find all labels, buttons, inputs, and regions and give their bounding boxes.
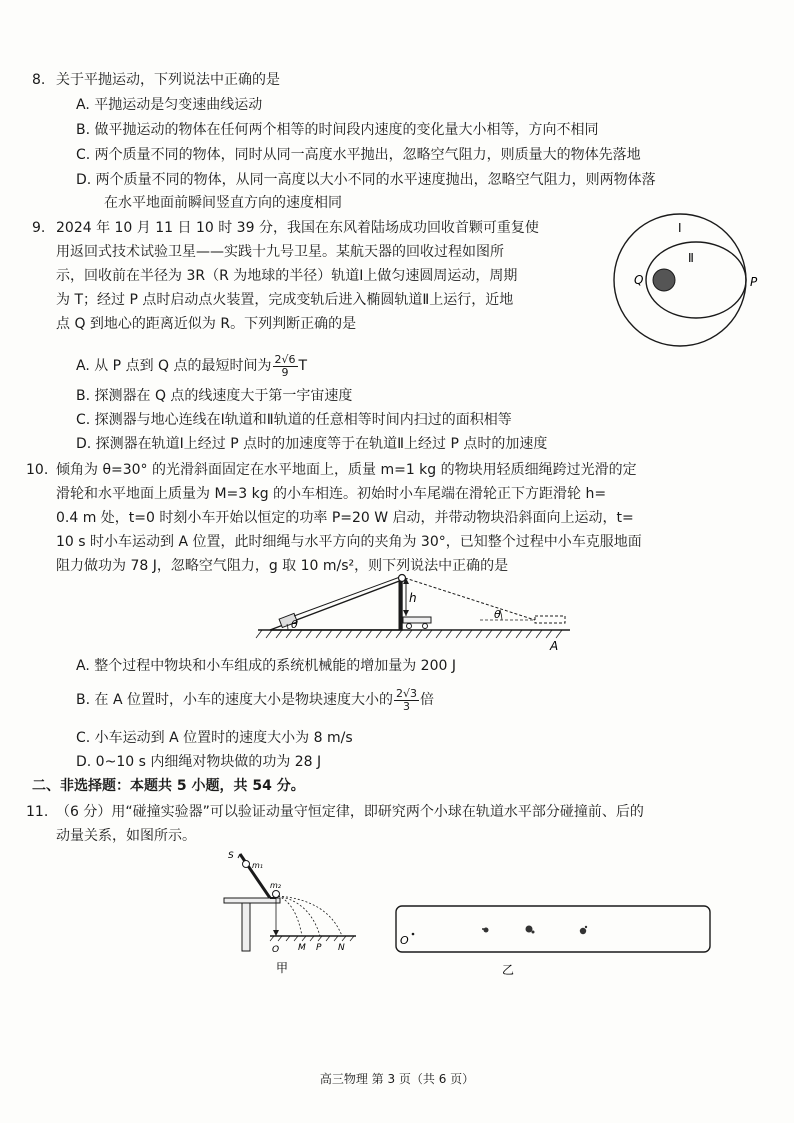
q11-stem-line-2: 动量关系，如图所示。 xyxy=(56,828,196,844)
point-q-label: Q xyxy=(634,273,644,287)
caption-jia: 甲 xyxy=(276,961,289,975)
cart-final-dashed xyxy=(535,616,565,623)
label-n: N xyxy=(338,943,345,953)
rope-incline xyxy=(294,577,400,616)
label-m1: m₁ xyxy=(252,861,263,870)
point-a-label: A xyxy=(550,639,559,653)
pulley-icon xyxy=(399,575,406,582)
label-m2: m₂ xyxy=(270,881,281,890)
q10-option-c: C. 小车运动到 A 位置时的速度大小为 8 m/s xyxy=(76,730,353,746)
q9-option-c: C. 探测器与地心连线在Ⅰ轨道和Ⅱ轨道的任意相等时间内扫过的面积相等 xyxy=(76,412,512,428)
q9-stem-line-3: 示，回收前在半径为 3R（R 为地球的半径）轨道Ⅰ上做匀速圆周运动，周期 xyxy=(56,268,518,284)
q10-stem-line-3: 0.4 m 处，t=0 时刻小车开始以恒定的功率 P=20 W 启动，并带动物块沿斜面向上运动，t= xyxy=(56,510,634,526)
q9-stem-line-4: 为 T；经过 P 点时启动点火装置，完成变轨后进入椭圆轨道Ⅱ上运行，近地 xyxy=(56,292,514,308)
q10-number: 10. xyxy=(26,462,49,478)
record-paper-frame xyxy=(396,906,710,952)
q9-stem-line-1: 2024 年 10 月 11 日 10 时 39 分，我国在东风着陆场成功回收首颗可重复使 xyxy=(56,220,539,236)
landing-record-diagram xyxy=(390,900,720,980)
q11-stem-line-1: （6 分）用“碰撞实验器”可以验证动量守恒定律，即研究两个小球在轨道水平部分碰撞前、后的 xyxy=(56,804,644,820)
earth-icon xyxy=(653,269,675,291)
q9-option-b: B. 探测器在 Q 点的线速度大于第一宇宙速度 xyxy=(76,388,353,404)
q10-stem-line-2: 滑轮和水平地面上质量为 M=3 kg 的小车相连。初始时小车尾端在滑轮正下方距滑轮 h= xyxy=(56,486,607,502)
caption-yi: 乙 xyxy=(502,963,515,977)
rope-final-dashed xyxy=(405,578,535,620)
q9-number: 9. xyxy=(32,220,46,236)
q10-stem-line-4: 10 s 时小车运动到 A 位置，此时细绳与水平方向的夹角为 30°，已知整个过程中小车克服地面 xyxy=(56,534,642,550)
q8-stem: 关于平抛运动，下列说法中正确的是 xyxy=(56,72,280,88)
angle-theta-label: θ xyxy=(291,618,298,631)
q10-option-b xyxy=(76,680,434,720)
q8-option-a: A. 平抛运动是匀变速曲线运动 xyxy=(76,97,263,113)
landing-mark-m xyxy=(484,928,489,933)
fraction-denominator: 3 xyxy=(402,699,410,713)
q9-option-a-suffix: T xyxy=(298,358,308,374)
q8-option-c: C. 两个质量不同的物体，同时从同一高度水平抛出，忽略空气阻力，则质量大的物体先落地 xyxy=(76,147,641,163)
record-label-o: O xyxy=(400,934,409,947)
ball-m1 xyxy=(243,861,250,868)
label-o: O xyxy=(272,945,280,955)
q8-option-d-cont: 在水平地面前瞬间竖直方向的速度相同 xyxy=(104,195,342,211)
section-2-heading: 二、非选择题：本题共 5 小题，共 54 分。 xyxy=(32,778,305,794)
q10-option-b-suffix: 倍 xyxy=(420,692,434,708)
fraction-denominator: 9 xyxy=(281,365,289,379)
fraction-numerator: 2√3 xyxy=(395,686,417,700)
origin-dot xyxy=(412,933,415,936)
q10-option-a: A. 整个过程中物块和小车组成的系统机械能的增加量为 200 J xyxy=(76,658,456,674)
angle-theta-final-label: θ xyxy=(494,608,501,621)
q9-option-a-text: A. 从 P 点到 Q 点的最短时间为 xyxy=(76,358,272,374)
q10-option-d: D. 0~10 s 内细绳对物块做的功为 28 J xyxy=(76,754,322,770)
q9-option-a-fraction xyxy=(273,354,298,379)
label-m: M xyxy=(298,943,306,953)
q10-option-b-fraction xyxy=(394,688,419,713)
q8-option-b: B. 做平抛运动的物体在任何两个相等的时间段内速度的变化量大小相等，方向不相同 xyxy=(76,122,599,138)
q9-option-a xyxy=(76,348,307,384)
point-p-label: P xyxy=(750,275,758,289)
page-footer: 高三物理 第 3 页（共 6 页） xyxy=(319,1072,475,1086)
q11-number: 11. xyxy=(26,804,49,820)
label-p: P xyxy=(316,943,322,953)
orbit-diagram xyxy=(600,210,760,350)
orbit-label-ii: Ⅱ xyxy=(688,251,694,265)
q10-stem-line-1: 倾角为 θ=30° 的光滑斜面固定在水平地面上，质量 m=1 kg 的物块用轻质细绳跨过光滑的定 xyxy=(56,462,637,478)
q9-option-d: D. 探测器在轨道Ⅰ上经过 P 点时的加速度等于在轨道Ⅱ上经过 P 点时的加速度 xyxy=(76,436,548,452)
collision-apparatus-diagram xyxy=(210,848,360,978)
q8-option-d: D. 两个质量不同的物体，从同一高度以大小不同的水平速度抛出，忽略空气阻力，则两物体落 xyxy=(76,172,656,188)
q9-stem-line-2: 用返回式技术试验卫星——实践十九号卫星。某航天器的回收过程如图所 xyxy=(56,244,504,260)
fraction-numerator: 2√6 xyxy=(274,352,296,366)
label-s: S xyxy=(228,851,234,861)
cart-initial xyxy=(403,617,431,623)
table-leg xyxy=(242,903,250,951)
q8-number: 8. xyxy=(32,72,46,88)
incline-diagram xyxy=(250,568,580,654)
ground-hatching xyxy=(256,630,562,638)
landing-mark-n xyxy=(580,928,586,934)
q9-stem-line-5: 点 Q 到地心的距离近似为 R。下列判断正确的是 xyxy=(56,316,357,332)
height-h-label: h xyxy=(409,591,417,605)
orbit-label-i: Ⅰ xyxy=(678,221,682,235)
landing-mark-p xyxy=(526,926,533,933)
q10-option-b-text: B. 在 A 位置时，小车的速度大小是物块速度大小的 xyxy=(76,692,393,708)
q10-stem-line-5: 阻力做功为 78 J，忽略空气阻力，g 取 10 m/s²，则下列说法中正确的是 xyxy=(56,558,509,574)
